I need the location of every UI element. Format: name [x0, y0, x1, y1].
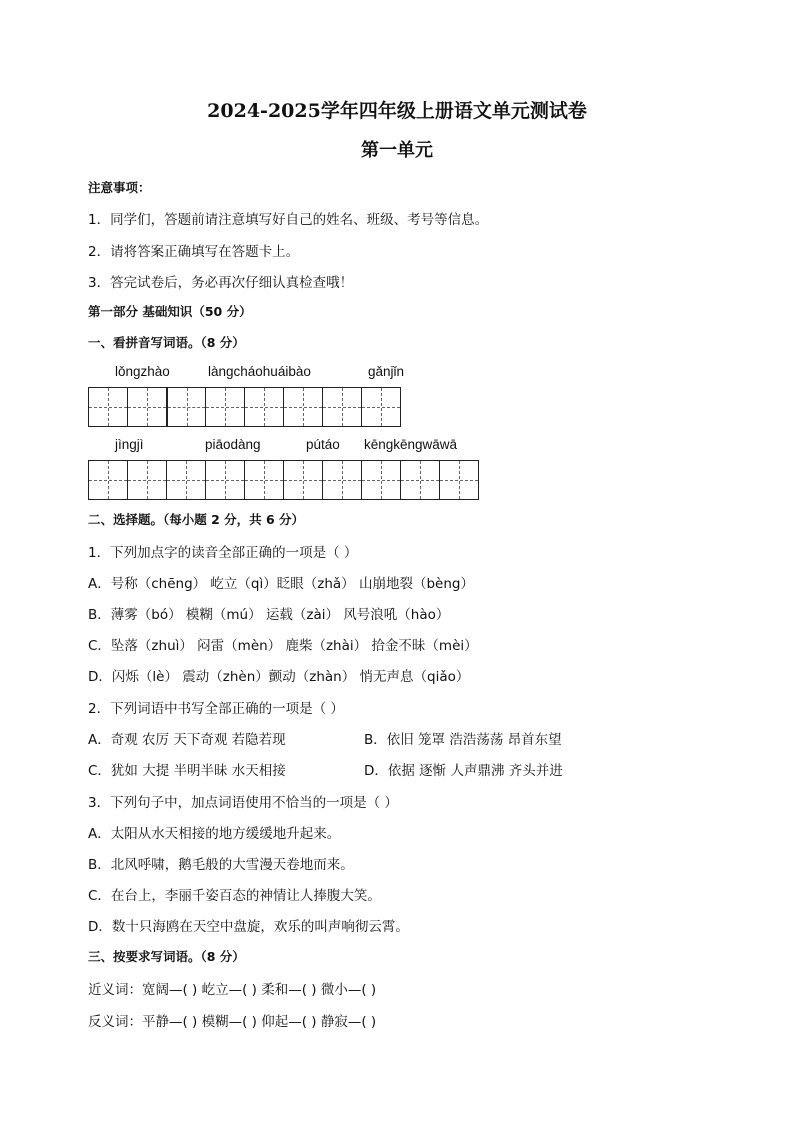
- pinyin-6: pútáo: [306, 437, 340, 452]
- writing-cell[interactable]: [166, 460, 206, 500]
- section2-heading: 二、选择题。（每小题 2 分，共 6 分）: [88, 512, 305, 527]
- part1-heading: 第一部分 基础知识（50 分）: [88, 304, 252, 319]
- notice-item-1: 1．同学们，答题前请注意填写好自己的姓名、班级、考号等信息。: [88, 212, 489, 228]
- q2-option-b[interactable]: B．依旧 笼罩 浩浩荡荡 昂首东望: [364, 732, 562, 748]
- q1-stem: 1．下列加点字的读音全部正确的一项是（ ）: [88, 545, 358, 561]
- notice-heading: 注意事项：: [88, 180, 151, 195]
- pinyin-1: lǒngzhào: [115, 364, 170, 379]
- pinyin-5: piāodàng: [205, 437, 261, 452]
- unit-title: 第一单元: [361, 140, 433, 161]
- writing-cell[interactable]: [205, 460, 245, 500]
- notice-item-3: 3．答完试卷后，务必再次仔细认真检查哦！: [88, 275, 354, 291]
- writing-cell[interactable]: [283, 460, 323, 500]
- writing-cell[interactable]: [439, 460, 479, 500]
- synonyms-line[interactable]: 近义词：宽阔—( ) 屹立—( ) 柔和—( ) 微小—( ): [88, 982, 377, 998]
- pinyin-7: kēngkēngwāwā: [364, 437, 458, 452]
- writing-cell[interactable]: [322, 460, 362, 500]
- section1-heading: 一、看拼音写词语。（8 分）: [88, 335, 245, 350]
- q2-option-c[interactable]: C．犹如 大提 半明半昧 水天相接: [88, 763, 286, 779]
- writing-grid-row-1: [88, 387, 401, 427]
- pinyin-4: jìngjì: [115, 437, 144, 452]
- writing-cell[interactable]: [88, 460, 128, 500]
- q1-option-d[interactable]: D．闪烁（lè） 震动（zhèn）颤动（zhàn） 悄无声息（qiǎo）: [88, 669, 470, 685]
- writing-cell[interactable]: [205, 387, 245, 427]
- q2-option-a[interactable]: A．奇观 农厉 天下奇观 若隐若现: [88, 732, 286, 748]
- writing-cell[interactable]: [127, 387, 167, 427]
- writing-cell[interactable]: [400, 460, 440, 500]
- writing-cell[interactable]: [244, 387, 284, 427]
- q3-option-d[interactable]: D．数十只海鸥在天空中盘旋，欢乐的叫声响彻云霄。: [88, 919, 409, 935]
- writing-cell[interactable]: [244, 460, 284, 500]
- writing-cell[interactable]: [361, 460, 401, 500]
- q3-option-b[interactable]: B．北风呼啸，鹅毛般的大雪漫天卷地而来。: [88, 857, 354, 873]
- q1-option-c[interactable]: C．坠落（zhuì） 闷雷（mèn） 鹿柴（zhài） 拾金不昧（mèi）: [88, 638, 478, 654]
- antonyms-line[interactable]: 反义词：平静—( ) 模糊—( ) 仰起—( ) 静寂—( ): [88, 1014, 377, 1030]
- writing-grid-row-2: [88, 460, 479, 500]
- writing-cell[interactable]: [322, 387, 362, 427]
- writing-cell[interactable]: [283, 387, 323, 427]
- writing-cell[interactable]: [88, 387, 128, 427]
- writing-cell[interactable]: [166, 387, 206, 427]
- writing-cell[interactable]: [127, 460, 167, 500]
- q1-option-a[interactable]: A．号称（chēng） 屹立（qì）眨眼（zhǎ） 山崩地裂（bèng）: [88, 576, 474, 592]
- q2-stem: 2．下列词语中书写全部正确的一项是（ ）: [88, 701, 344, 717]
- pinyin-3: gǎnjǐn: [368, 364, 405, 379]
- q3-stem: 3．下列句子中，加点词语使用不恰当的一项是（ ）: [88, 795, 398, 811]
- q2-option-d[interactable]: D．依据 逐惭 人声鼎沸 齐头并进: [364, 763, 563, 779]
- exam-title: 2024-2025学年四年级上册语文单元测试卷: [207, 100, 587, 122]
- section3-heading: 三、按要求写词语。（8 分）: [88, 949, 245, 964]
- q1-option-b[interactable]: B．薄雾（bó） 模糊（mú） 运载（zài） 风号浪吼（hào）: [88, 607, 450, 623]
- writing-cell[interactable]: [361, 387, 401, 427]
- q3-option-a[interactable]: A．太阳从水天相接的地方缓缓地升起来。: [88, 826, 341, 842]
- q3-option-c[interactable]: C．在台上，李丽千姿百态的神情让人捧腹大笑。: [88, 888, 381, 904]
- pinyin-2: làngcháohuáibào: [208, 364, 311, 379]
- notice-item-2: 2．请将答案正确填写在答题卡上。: [88, 244, 300, 260]
